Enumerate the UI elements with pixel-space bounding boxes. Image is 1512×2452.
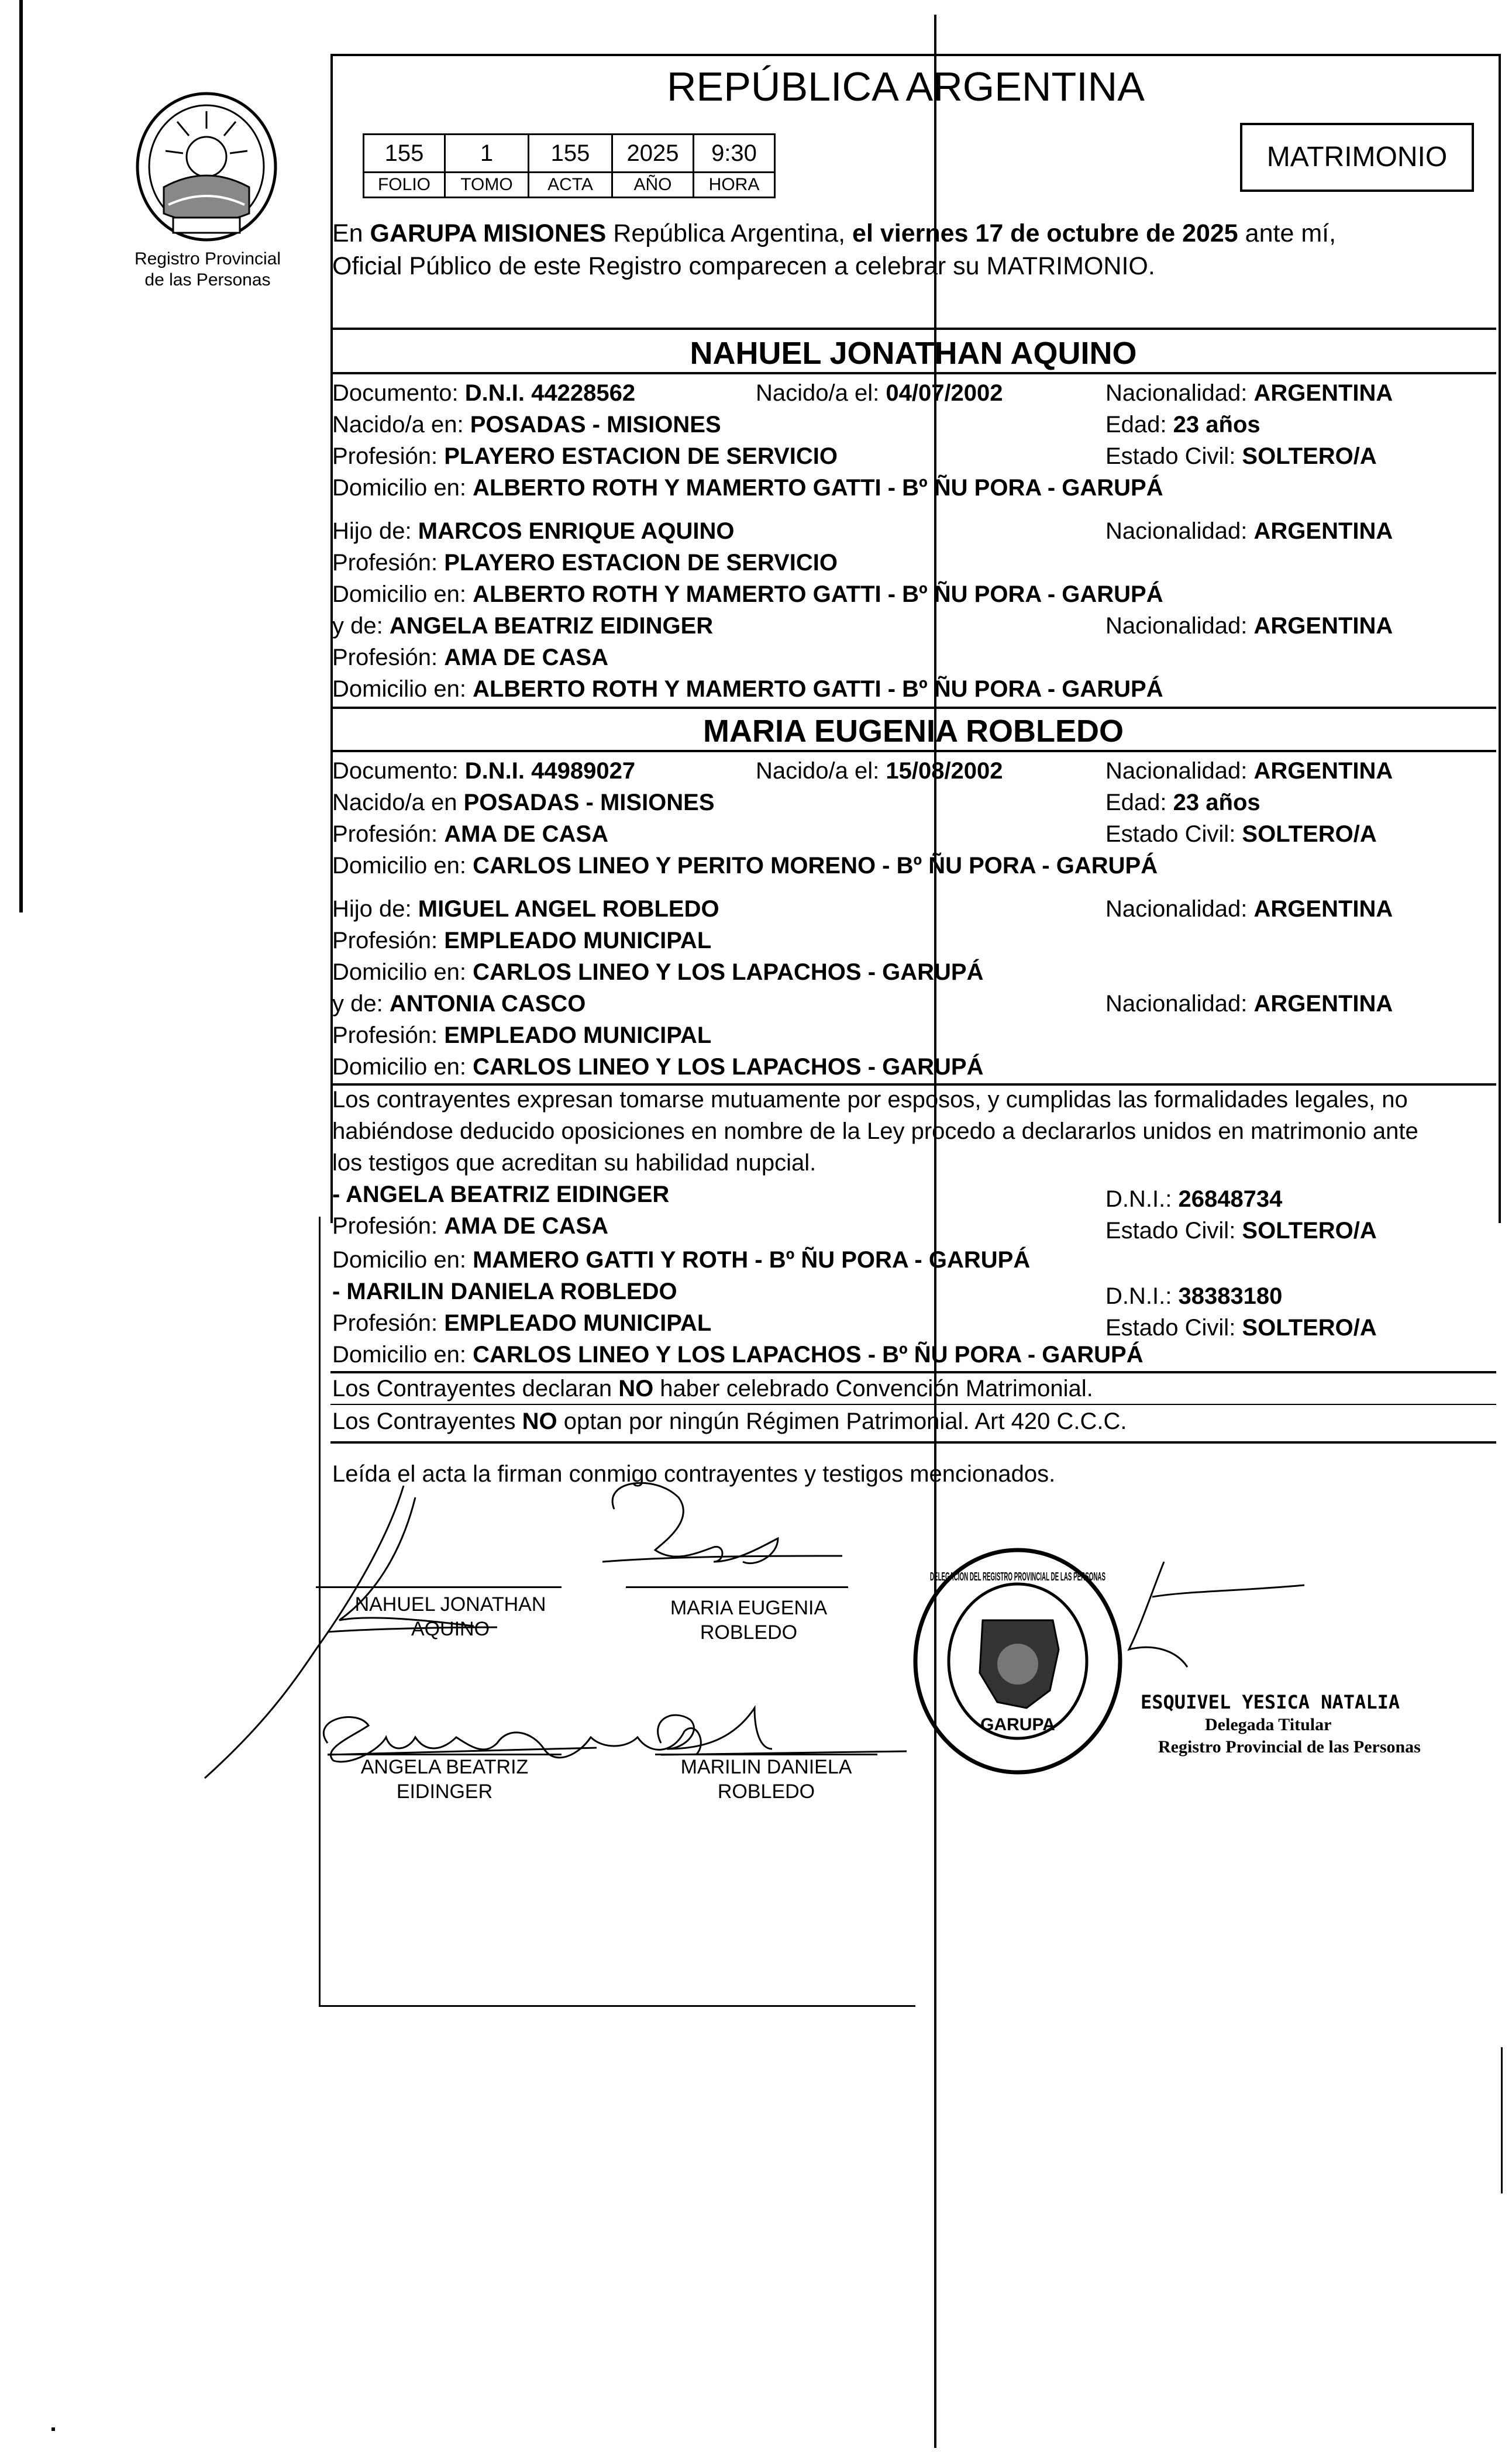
spouse2-mother-address [332, 1053, 983, 1081]
text: Los Contrayentes declaran [332, 1376, 619, 1401]
spouse2-father-address [332, 958, 983, 986]
label: Profesión: [332, 550, 445, 576]
scan-mark [51, 2427, 55, 2431]
signature-caption [638, 1596, 860, 1645]
value: D.N.I. 44228562 [464, 380, 636, 406]
left-margin-bar [19, 0, 23, 912]
caption-line: ANGELA BEATRIZ [360, 1756, 529, 1778]
value: PLAYERO ESTACION DE SERVICIO [444, 550, 838, 576]
spouse1-father-profession [332, 549, 838, 577]
spouse2-nationality [1105, 757, 1393, 785]
ceremony-place: GARUPA MISIONES [370, 219, 607, 247]
signature-caption [339, 1592, 562, 1641]
intro-text: República Argentina, [606, 219, 853, 247]
spouse2-mother-profession [332, 1021, 711, 1049]
frame-bottom [319, 2005, 915, 2007]
caption-line: ROBLEDO [717, 1781, 815, 1803]
spouse1-civil-status [1105, 442, 1377, 470]
spouse1-name: NAHUEL JONATHAN AQUINO [690, 336, 1137, 371]
logo-caption-2: de las Personas [144, 270, 271, 290]
label: y de: [332, 613, 390, 639]
spouse2-birthdate [756, 757, 1003, 785]
witness2-profession [332, 1309, 711, 1337]
divider [330, 750, 1496, 752]
value: AMA DE CASA [444, 1213, 608, 1239]
label: Estado Civil: [1105, 443, 1242, 469]
registry-stamp [910, 1544, 1126, 1778]
label: Domicilio en: [332, 676, 473, 702]
text: optan por ningún Régimen Patrimonial. Art 420 C.C.C. [557, 1408, 1127, 1434]
spouse2-mother-nationality [1105, 990, 1393, 1018]
spouse2-civil-status [1105, 820, 1377, 848]
value: ARGENTINA [1253, 896, 1393, 922]
signature-caption [333, 1755, 556, 1804]
register-table [363, 133, 776, 198]
label: Domicilio en: [332, 1054, 473, 1080]
spouse2-name: MARIA EUGENIA ROBLEDO [702, 714, 1124, 749]
value: ARGENTINA [1253, 380, 1393, 406]
label: Nacido/a en: [332, 412, 470, 438]
scan-mark [1501, 2047, 1503, 2193]
official-name: ESQUIVEL YESICA NATALIA [1141, 1691, 1400, 1713]
stamp-center-text: GARUPA [980, 1715, 1055, 1734]
label: Estado Civil: [1105, 821, 1242, 847]
divider [330, 372, 1496, 374]
label: Profesión: [332, 443, 445, 469]
divider [330, 707, 1496, 709]
value: ALBERTO ROTH Y MAMERTO GATTI - Bº ÑU PORA - GARUPÁ [473, 676, 1163, 702]
value: POSADAS - MISIONES [470, 412, 721, 438]
value: 04/07/2002 [886, 380, 1003, 406]
ceremony-date: el viernes 17 de octubre de 2025 [852, 219, 1238, 247]
value: AMA DE CASA [444, 645, 608, 670]
divider [330, 1441, 1496, 1444]
declaration-line-3: los testigos que acreditan su habilidad nupcial. [332, 1150, 817, 1176]
value: ARGENTINA [1253, 991, 1393, 1017]
value: EMPLEADO MUNICIPAL [444, 1310, 712, 1336]
declaration-line-2: habiéndose deducido oposiciones en nombre de la Ley procedo a declararlos unidos en matrimonio ante [332, 1118, 1418, 1144]
label: Hijo de: [332, 518, 418, 544]
value: PLAYERO ESTACION DE SERVICIO [444, 443, 838, 469]
spouse1-father [332, 517, 735, 545]
signature-caption [655, 1755, 877, 1804]
spouse1-document [332, 379, 635, 407]
divider [330, 328, 1496, 330]
witness2-civil-status [1105, 1314, 1377, 1342]
value: CARLOS LINEO Y LOS LAPACHOS - GARUPÁ [473, 959, 984, 985]
label: D.N.I.: [1105, 1283, 1179, 1309]
value: SOLTERO/A [1242, 1218, 1377, 1244]
logo-caption-1: Registro Provincial [134, 249, 281, 268]
acta-value: 155 [529, 135, 612, 173]
document-type-box [1240, 123, 1474, 192]
label: Nacido/a el: [756, 758, 886, 784]
value: 38383180 [1178, 1283, 1283, 1309]
label: Nacionalidad: [1105, 991, 1254, 1017]
text: NO [522, 1408, 557, 1434]
label: Edad: [1105, 412, 1173, 438]
spouse1-address [332, 474, 1163, 502]
witness1-civil-status [1105, 1217, 1377, 1245]
witness1-dni [1105, 1185, 1282, 1213]
value: MARCOS ENRIQUE AQUINO [418, 518, 735, 544]
spouse1-mother-profession [332, 643, 608, 671]
label: Nacido/a en [332, 790, 464, 815]
spouse2-father [332, 895, 719, 923]
province-logo [128, 88, 285, 246]
convention-line-2 [332, 1407, 1127, 1435]
caption-line: AQUINO [411, 1618, 490, 1640]
spouse2-birthplace [332, 788, 715, 817]
stamp-ring-text: DELEGACION DEL REGISTRO PROVINCIAL DE LAS PERSONAS [930, 1571, 1105, 1583]
label: Nacionalidad: [1105, 518, 1254, 544]
value: SOLTERO/A [1242, 1315, 1377, 1341]
label: Profesión: [332, 645, 445, 670]
label: Domicilio en: [332, 959, 473, 985]
label: Estado Civil: [1105, 1218, 1242, 1244]
spouse1-age [1105, 411, 1260, 439]
caption-line: MARIA EUGENIA [670, 1597, 828, 1619]
witness2-address [332, 1341, 1144, 1369]
spouse1-nationality [1105, 379, 1393, 407]
intro-line-2: Oficial Público de este Registro comparecen a celebrar su MATRIMONIO. [332, 252, 1155, 280]
label: Nacionalidad: [1105, 613, 1254, 639]
spouse1-mother-address [332, 675, 1163, 703]
value: MIGUEL ANGEL ROBLEDO [418, 896, 719, 922]
signature-line [626, 1586, 848, 1588]
spouse1-mother [332, 612, 713, 640]
value: 23 años [1173, 412, 1260, 438]
text: NO [618, 1376, 654, 1401]
hora-label: HORA [694, 173, 775, 198]
label: Hijo de: [332, 896, 418, 922]
caption-line: ROBLEDO [700, 1621, 798, 1644]
value: ARGENTINA [1253, 758, 1393, 784]
spouse1-birthdate [756, 379, 1003, 407]
label: Nacido/a el: [756, 380, 886, 406]
value: CARLOS LINEO Y PERITO MORENO - Bº ÑU PORA - GARUPÁ [473, 853, 1158, 879]
label: Profesión: [332, 1022, 445, 1048]
label: Profesión: [332, 1310, 445, 1336]
spouse2-mother [332, 990, 585, 1018]
spouse2-document [332, 757, 635, 785]
spouse2-profession [332, 820, 608, 848]
value: 23 años [1173, 790, 1260, 815]
label: y de: [332, 991, 390, 1017]
label: Profesión: [332, 1213, 445, 1239]
intro-line-1 [332, 218, 1336, 249]
value: ANGELA BEATRIZ EIDINGER [389, 613, 714, 639]
label: Domicilio en: [332, 475, 473, 501]
caption-line: MARILIN DANIELA [680, 1756, 852, 1778]
witness2-name: - MARILIN DANIELA ROBLEDO [332, 1279, 677, 1304]
label: Documento: [332, 380, 465, 406]
folio-value: 155 [364, 135, 445, 173]
label: Nacionalidad: [1105, 380, 1254, 406]
divider [330, 1371, 1496, 1373]
witness1-name: - ANGELA BEATRIZ EIDINGER [332, 1182, 670, 1207]
caption-line: NAHUEL JONATHAN [354, 1593, 546, 1616]
label: Estado Civil: [1105, 1315, 1242, 1341]
value: MAMERO GATTI Y ROTH - Bº ÑU PORA - GARUPÁ [473, 1247, 1031, 1273]
hora-value: 9:30 [694, 135, 775, 173]
official-org: Registro Provincial de las Personas [1158, 1737, 1421, 1757]
spouse2-father-profession [332, 927, 711, 955]
declaration-line-1: Los contrayentes expresan tomarse mutuamente por esposos, y cumplidas las formalidades legales, no [332, 1087, 1408, 1113]
acta-label: ACTA [529, 173, 612, 198]
official-role: Delegada Titular [1205, 1715, 1332, 1734]
value: ALBERTO ROTH Y MAMERTO GATTI - Bº ÑU PORA - GARUPÁ [473, 475, 1163, 501]
divider [330, 1404, 1496, 1405]
folio-label: FOLIO [364, 173, 445, 198]
witness2-dni [1105, 1282, 1282, 1310]
intro-text: ante mí, [1238, 219, 1337, 247]
label: Domicilio en: [332, 1342, 473, 1368]
label: Edad: [1105, 790, 1173, 815]
label: Domicilio en: [332, 581, 473, 607]
ano-label: AÑO [612, 173, 694, 198]
value: ANTONIA CASCO [389, 991, 586, 1017]
spouse2-age [1105, 788, 1260, 817]
label: Profesión: [332, 928, 445, 953]
value: ARGENTINA [1253, 518, 1393, 544]
label: Nacionalidad: [1105, 758, 1254, 784]
intro-text: En [332, 219, 370, 247]
value: SOLTERO/A [1242, 821, 1377, 847]
label: Profesión: [332, 821, 445, 847]
value: 15/08/2002 [886, 758, 1003, 784]
official-stamp [1141, 1690, 1468, 1766]
label: D.N.I.: [1105, 1186, 1179, 1212]
witness1-profession [332, 1212, 608, 1240]
signature-line [316, 1586, 562, 1588]
label: Nacionalidad: [1105, 896, 1254, 922]
convention-line-1 [332, 1375, 1093, 1403]
spouse1-birthplace [332, 411, 721, 439]
value: ALBERTO ROTH Y MAMERTO GATTI - Bº ÑU PORA - GARUPÁ [473, 581, 1163, 607]
value: SOLTERO/A [1242, 443, 1377, 469]
value: D.N.I. 44989027 [464, 758, 636, 784]
spouse1-father-nationality [1105, 517, 1393, 545]
value: ARGENTINA [1253, 613, 1393, 639]
value: CARLOS LINEO Y LOS LAPACHOS - GARUPÁ [473, 1054, 984, 1080]
tomo-value: 1 [445, 135, 529, 173]
caption-line: EIDINGER [396, 1781, 493, 1803]
value: EMPLEADO MUNICIPAL [444, 928, 712, 953]
spouse1-profession [332, 442, 838, 470]
value: 26848734 [1178, 1186, 1283, 1212]
text: haber celebrado Convención Matrimonial. [653, 1376, 1093, 1401]
spouse2-address [332, 852, 1158, 880]
value: AMA DE CASA [444, 821, 608, 847]
label: Documento: [332, 758, 465, 784]
label: Domicilio en: [332, 853, 473, 879]
tomo-label: TOMO [445, 173, 529, 198]
witness1-address [332, 1246, 1030, 1274]
value: CARLOS LINEO Y LOS LAPACHOS - Bº ÑU PORA - GARUPÁ [473, 1342, 1144, 1368]
text: Los Contrayentes [332, 1408, 522, 1434]
value: POSADAS - MISIONES [463, 790, 715, 815]
label: Domicilio en: [332, 1247, 473, 1273]
value: EMPLEADO MUNICIPAL [444, 1022, 712, 1048]
spouse1-father-address [332, 580, 1163, 608]
spouse1-mother-nationality [1105, 612, 1393, 640]
document-type: MATRIMONIO [1266, 142, 1448, 173]
spouse2-father-nationality [1105, 895, 1393, 923]
page-title: REPÚBLICA ARGENTINA [667, 64, 1145, 109]
closing-text: Leída el acta la firman conmigo contrayentes y testigos mencionados. [332, 1461, 1056, 1487]
ano-value: 2025 [612, 135, 694, 173]
